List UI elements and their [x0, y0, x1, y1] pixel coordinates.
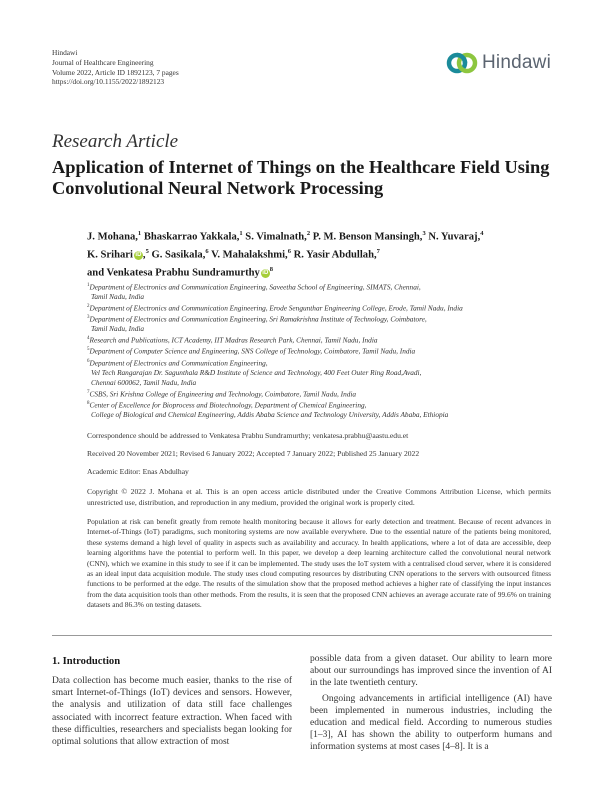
affiliation-number: 1 — [87, 283, 90, 288]
affiliation-line: $^4$Research and Publications, ICT Academy, IIT Madras Research Park, Chennai, Tamil Nadu, India — [87, 335, 378, 345]
author-name: V. Mahalakshmi, — [211, 249, 288, 261]
intro-paragraph: possible data from a given dataset. Our ability to learn more about our surroundings has improved since the invention of AI in the late twentieth century. — [310, 654, 552, 689]
volume-info: Volume 2022, Article ID 1892123, 7 pages — [52, 67, 179, 77]
author-name: K. Srihari — [87, 249, 133, 261]
academic-editor: Academic Editor: Enas Abdulhay — [87, 467, 189, 476]
affiliation-number: 7 — [87, 389, 90, 395]
affiliation-number: 3 — [87, 315, 90, 321]
article-type: Research Article — [52, 131, 179, 152]
abstract-text: Population at risk can benefit greatly from remote health monitoring because it allows for early detection and treatment. Because of recent advances in Internet-of-Things (IoT) paradigms, such monitoring systems are now available everywhere. Due to the essential nature of the patients being monitored, these systems demand a high level of quality in aspects such as availability and accuracy. In health applications, where a lot of data are accessible, deep learning algorithms have the potential to perform well. In this paper, we develop a deep learning architecture called the convolutional neural network (CNN), which we examine in this study to see if it can be implemented. The study uses the IoT system with a centralised cloud server, where it is considered as an ideal input data acquisition module. The study uses cloud computing resources by distributing CNN operations to the servers with outsourced fitness functions to be performed at the edge. The results of the simulation show that the proposed method achieves a higher rate of classifying the input instances from the data acquisition tools than other methods. From the results, it is seen that the proposed CNN achieves an average accurate rate of 99.6% on training datasets and 86.3% on testing datasets. — [87, 517, 551, 610]
affiliation-marker: 5 — [145, 247, 149, 255]
affiliation-line: $^5$Department of Computer Science and Engineering, SNS College of Technology, Coimbatore, Tamil Nadu, India — [87, 346, 416, 356]
affiliation-marker: 8 — [269, 265, 274, 273]
author-name: and Venkatesa Prabhu Sundramurthy — [87, 267, 260, 279]
affiliation-marker: 6 — [287, 247, 291, 255]
affiliation-line: $^2$Department of Electronics and Communication Engineering, Erode Sengunthar Engineering College, Erode, Tamil Nadu, India — [87, 303, 463, 313]
intro-column-right — [310, 653, 552, 754]
affiliation-marker: 3 — [422, 230, 426, 237]
author-list: J. Mohana,$^1$ Bhaskarrao Yakkala,$^1$ S. Vimalnath,$^2$ P. M. Benson Mansingh,$^3$ N. Yuvaraj,$^4$ K. Srihari iD ,$^5$ G. Sasikala,$^6$ V. Mahalakshmi,$^6$ R. Yasir Abdullah,$^7$ and Venkatesa Prabhu Sundramurthy $iD^8$ — [87, 230, 484, 279]
section-heading: 1. Introduction — [52, 656, 121, 667]
affiliation-line: Vel Tech Rangarajan Dr. Sagunthala R&D Institute of Science and Technology, 400 Feet Outer Ring Road,Avadi, — [91, 367, 422, 377]
affiliation-list — [87, 281, 557, 420]
intro-column-left — [52, 675, 292, 748]
author-name: Bhaskarrao Yakkala, — [143, 231, 240, 243]
author-name: S. Vimalnath, — [245, 231, 307, 243]
logo-wordmark: Hindawi — [482, 52, 551, 73]
affiliation-number: 5 — [87, 347, 90, 353]
affiliation-line: $^3$Department of Electronics and Communication Engineering, Sri Ramakrishna Institute of Technology, Coimbatore, — [87, 314, 427, 324]
author-name: J. Mohana, — [87, 231, 138, 243]
correspondence-line: Correspondence should be addressed to Venkatesa Prabhu Sundramurthy; venkatesa.prabhu@aastu.edu.et — [87, 431, 409, 440]
affiliation-line: $^1$Department of Electronics and Communication Engineering, Saveetha School of Engineering, SIMATS, Chennai, — [87, 282, 421, 292]
author-name: G. Sasikala, — [151, 249, 206, 261]
affiliation-number: 4 — [87, 336, 90, 342]
author-name: R. Yasir Abdullah, — [293, 249, 377, 261]
affiliation-line: $^7$CSBS, Sri Krishna College of Engineering and Technology, Coimbatore, Tamil Nadu, India — [87, 388, 357, 398]
affiliation-number: 2 — [87, 304, 90, 310]
orcid-icon[interactable]: iD — [135, 252, 142, 259]
article-title: Application of Internet of Things on the Healthcare Field Using Convolutional Neural Network Processing — [52, 157, 550, 198]
intro-paragraph: Data collection has become much easier, thanks to the rise of smart Internet-of-Things (IoT) devices and sensors. However, the analysis and utilization of data still face challenges associated with incorrect feature extraction. When faced with these difficulties, researchers and specialists began looking for optimal solutions that allow extraction of most — [52, 676, 292, 748]
copyright-notice: Copyright © 2022 J. Mohana et al. This is an open access article distributed under the Creative Commons Attribution License, which permits unrestricted use, distribution, and reproduction in any medium, provided the original work is properly cited. — [87, 487, 551, 507]
publication-dates: Received 20 November 2021; Revised 6 January 2022; Accepted 7 January 2022; Published 25 January 2022 — [87, 449, 420, 458]
hindawi-logo-icon — [446, 52, 478, 74]
affiliation-marker: 1 — [137, 230, 142, 237]
affiliation-marker: 6 — [205, 247, 209, 255]
affiliation-number: 8 — [87, 400, 90, 406]
affiliation-number: 6 — [87, 358, 90, 364]
author-name: N. Yuvaraj, — [428, 231, 481, 243]
journal-name: Journal of Healthcare Engineering — [52, 57, 154, 67]
affiliation-marker: 7 — [376, 247, 380, 255]
affiliation-marker: 1 — [239, 230, 243, 237]
doi-link[interactable]: https://doi.org/10.1155/2022/1892123 — [52, 77, 165, 87]
author-name: P. M. Benson Mansingh, — [312, 231, 423, 243]
affiliation-line: College of Biological and Chemical Engineering, Addis Ababa Science and Technology University, Addis Ababa, Ethiopia — [91, 409, 449, 419]
section-divider — [52, 635, 552, 636]
orcid-icon[interactable]: iD — [262, 270, 269, 277]
hindawi-logo — [446, 52, 551, 74]
journal-metadata — [52, 48, 179, 87]
affiliation-line: $^6$Department of Electronics and Communication Engineering, — [87, 358, 268, 368]
affiliation-marker: 4 — [480, 230, 484, 237]
affiliation-line: Chennai 600062, Tamil Nadu, India — [91, 377, 197, 387]
publisher-name: Hindawi — [52, 48, 78, 57]
intro-paragraph: Ongoing advancements in artificial intelligence (AI) have been implemented in numerous industries, including the education and medical field. According to numerous studies [1–3], AI has shown the ability to outperform humans and information systems at most cases [4–8]. It is a — [310, 693, 552, 753]
affiliation-line: Tamil Nadu, India — [91, 324, 145, 334]
affiliation-line: Tamil Nadu, India — [91, 292, 145, 302]
affiliation-line: $^8$Center of Excellence for Bioprocess and Biotechnology, Department of Chemical Engineering, — [87, 400, 367, 410]
affiliation-marker: 2 — [306, 230, 311, 237]
